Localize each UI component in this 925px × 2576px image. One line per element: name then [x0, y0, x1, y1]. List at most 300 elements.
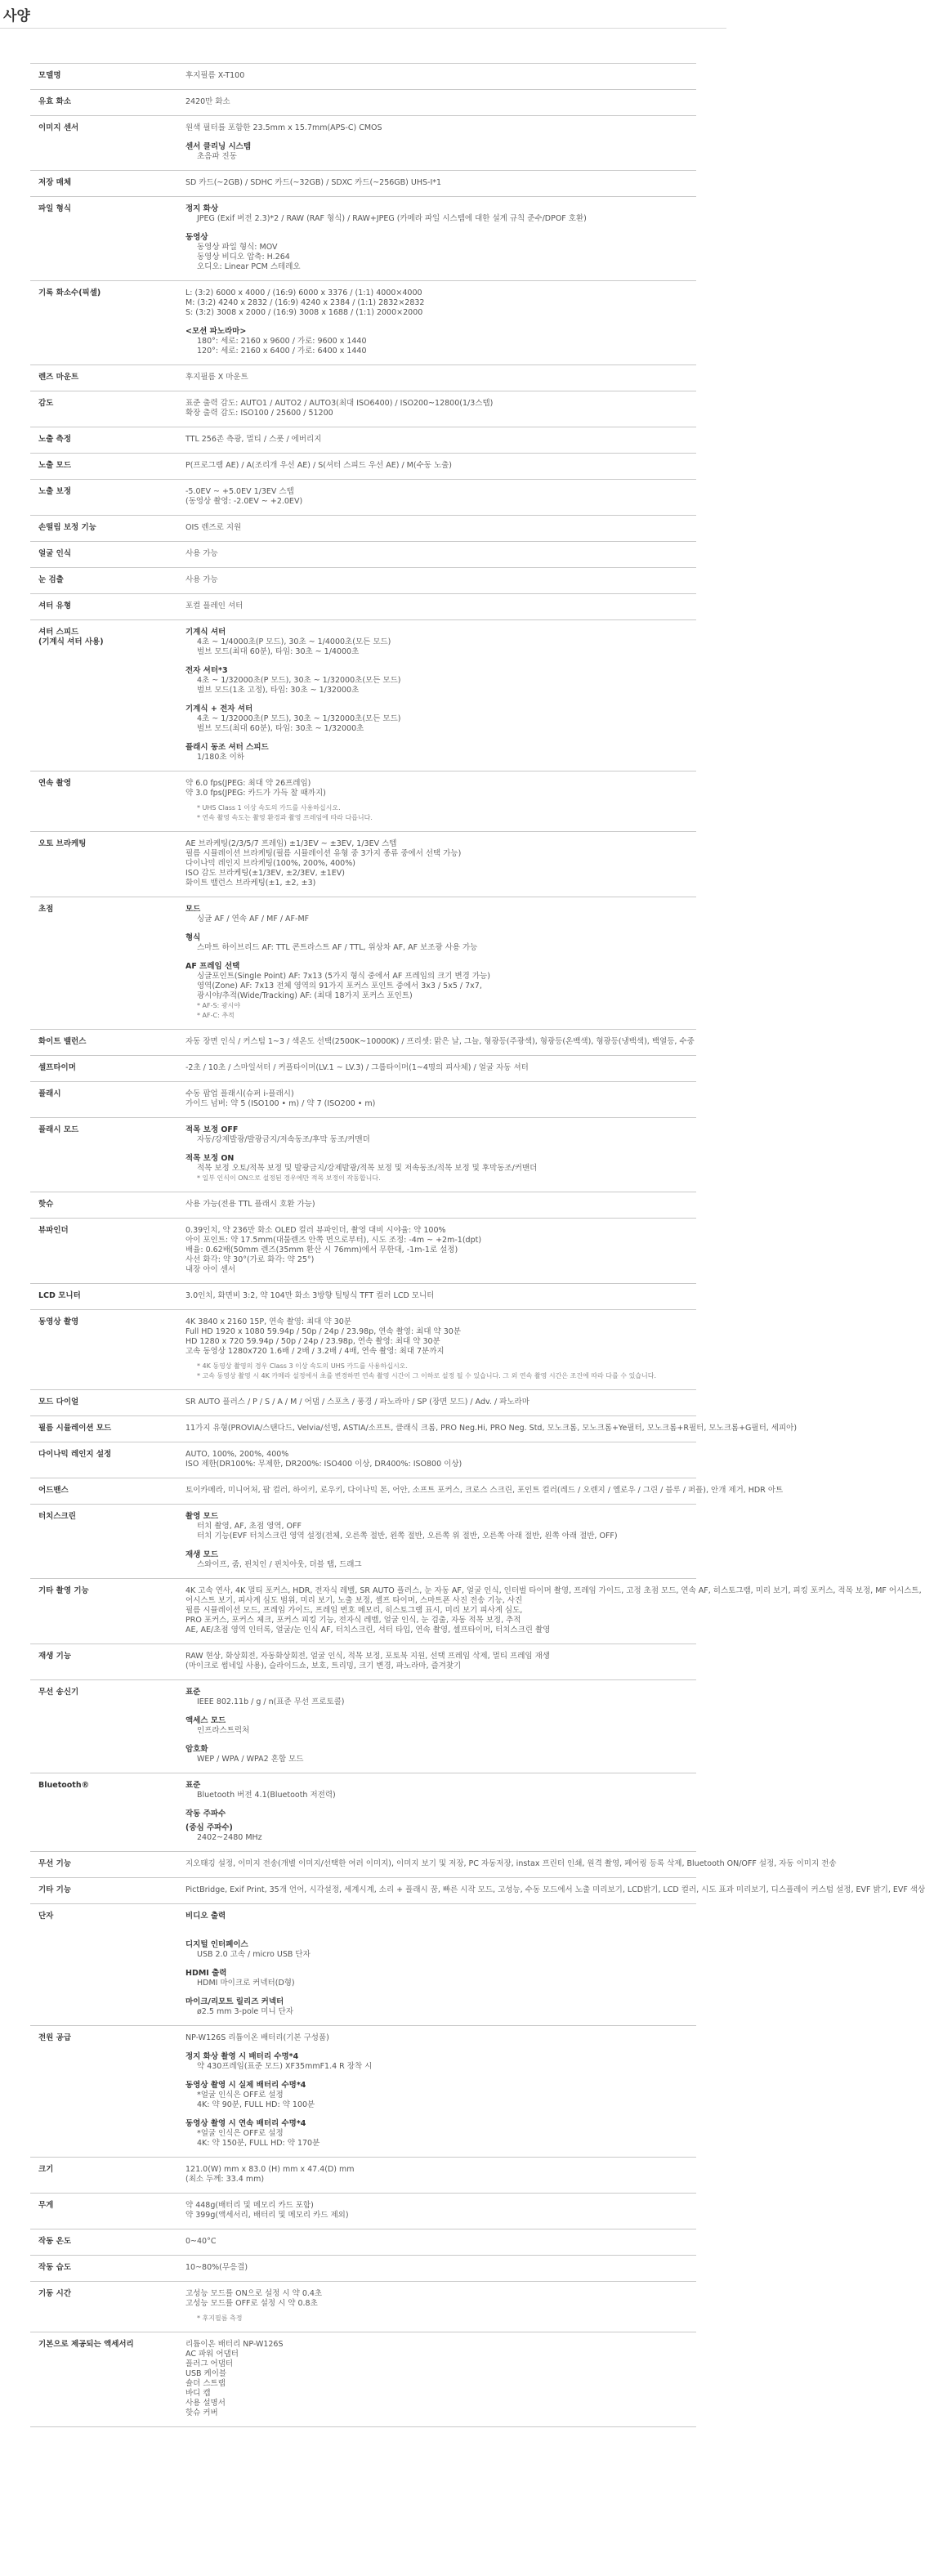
spec-footnote: * AF-S: 광시야	[197, 1002, 241, 1009]
spec-row	[30, 116, 696, 171]
spacer	[185, 953, 696, 958]
spec-subheading: 촬영 모드	[185, 1512, 219, 1521]
spec-subheading: 동영상 촬영 시 연속 배터리 수명*4	[185, 2119, 306, 2128]
spec-label	[30, 1030, 185, 1056]
spec-value-line: Full HD 1920 x 1080 59.94p / 50p / 24p / 23.98p, 연속 촬영: 최대 약 30분	[185, 1327, 462, 1336]
spec-value	[185, 1219, 696, 1284]
spec-value	[185, 620, 696, 771]
spec-label	[30, 281, 185, 365]
spec-label-text: 필름 시뮬레이션 모드	[38, 1424, 112, 1433]
spec-sub-line: 180°: 세로: 2160 x 9600 / 가로: 9600 x 1440	[197, 337, 367, 346]
spec-label	[30, 1644, 185, 1680]
spec-value-line: 플러그 어댑터	[185, 2359, 234, 2368]
spec-subheading: (중심 주파수)	[185, 1823, 233, 1832]
spec-label	[30, 1219, 185, 1284]
spec-row	[30, 281, 696, 365]
header-divider	[0, 28, 726, 29]
spec-value-line: 고속 동영상 1280x720 1.6배 / 2배 / 3.2배 / 4배, 연속 촬영: 최대 7분까지	[185, 1347, 445, 1356]
spec-label-text: 어드밴스	[38, 1486, 69, 1495]
spec-subheading: 적목 보정 OFF	[185, 1125, 239, 1134]
spec-row	[30, 1579, 696, 1644]
spec-row	[30, 771, 696, 832]
spec-subheading: 디지털 인터페이스	[185, 1940, 248, 1949]
spacer	[185, 2043, 696, 2048]
spec-label-text: 초점	[38, 905, 54, 914]
spec-value-line: PRO 포커스, 포커스 체크, 포커스 피킹 기능, 전자식 레벨, 얼굴 인식, 눈 검출, 자동 적목 보정, 추적	[185, 1616, 521, 1625]
spec-row	[30, 1118, 696, 1192]
spec-value-line: 표준 출력 감도: AUTO1 / AUTO2 / AUTO3(최대 ISO6400) / ISO200~12800(1/3스텝)	[185, 399, 494, 408]
spec-value	[185, 2158, 696, 2194]
spec-label	[30, 391, 185, 427]
spec-label	[30, 480, 185, 516]
spec-value-line: 핫슈 커버	[185, 2408, 218, 2417]
spec-value-line: 배율: 0.62배(50mm 렌즈(35mm 환산 시 76mm)에서 무한대, -1m-1로 설정)	[185, 1246, 458, 1254]
spec-label-text: 연속 촬영	[38, 779, 72, 788]
spec-label	[30, 2256, 185, 2282]
spec-row	[30, 2194, 696, 2229]
spec-subheading: 표준	[185, 1781, 201, 1790]
spec-subheading: 적목 보정 ON	[185, 1154, 235, 1163]
spec-value-line: 필름 시뮬레이션 브라케팅(필름 시뮬레이션 유형 중 3가지 종류 중에서 선택 가능)	[185, 849, 462, 858]
spec-label	[30, 1680, 185, 1773]
spec-footnote: * 연속 촬영 속도는 촬영 환경과 촬영 프레임에 따라 다릅니다.	[197, 814, 373, 821]
spec-value	[185, 1192, 696, 1219]
spacer	[185, 1988, 696, 1993]
spec-label-text: 감도	[38, 399, 54, 408]
spacer	[185, 2072, 696, 2077]
spec-label	[30, 116, 185, 171]
spec-footnote: * UHS Class 1 이상 속도의 카드를 사용하십시오.	[197, 804, 341, 812]
spec-label-text: 터치스크린	[38, 1512, 76, 1521]
spec-value-line: 4K 3840 x 2160 15P, 연속 촬영: 최대 약 30분	[185, 1317, 351, 1326]
spec-label-text: 노출 측정	[38, 435, 72, 444]
spec-value	[185, 281, 696, 365]
spec-value-line: 11가지 유형(PROVIA/스탠다드, Velvia/선명, ASTIA/소프트, 클래식 크롬, PRO Neg.Hi, PRO Neg. Std, 모노크롬, 모노크롬+Ye필터, 모노크롬+R필터, 모노크롬+G필터, 세피아)	[185, 1424, 798, 1433]
spec-value-line: 사용 가능	[185, 549, 218, 558]
spec-value	[185, 1082, 696, 1118]
spec-footnote: * 일부 인식이 ON으로 설정된 경우에만 적목 보정이 작동합니다.	[197, 1174, 381, 1182]
spec-sub-line: 터치 촬영, AF, 초점 영역, OFF	[197, 1522, 302, 1531]
spec-row	[30, 594, 696, 620]
spec-value	[185, 832, 696, 897]
spec-value-line: 4K 고속 연사, 4K 멀티 포커스, HDR, 전자식 레벨, SR AUTO 플러스, 눈 자동 AF, 얼굴 인식, 인터벌 타이머 촬영, 프레임 가이드, 고정 초점 모드, 연속 AF, 히스토그램, 미리 보기, 피킹 포커스, 적목 보정, MF 어시스트,	[185, 1586, 922, 1595]
spec-value-line: SR AUTO 플러스 / P / S / A / M / 어댑 / 스포츠 / 풍경 / 파노라마 / SP (장면 모드) / Adv. / 파노라마	[185, 1398, 530, 1407]
spec-label-text: 기타 기능	[38, 1885, 72, 1894]
spec-value-line: 약 6.0 fps(JPEG: 최대 약 26프레임)	[185, 779, 311, 788]
spec-value-line: AE 브라케팅(2/3/5/7 프레임) ±1/3EV ~ ±3EV, 1/3EV 스텝	[185, 839, 397, 848]
spec-value	[185, 171, 696, 197]
spec-subheading: 동영상 촬영 시 실제 배터리 수명*4	[185, 2081, 306, 2090]
spec-value-line: OIS 렌즈로 지원	[185, 523, 242, 532]
spec-table	[30, 63, 925, 2427]
spec-row	[30, 1310, 696, 1390]
spec-value-line: (마이크로 썸네일 사용), 슬라이드쇼, 보호, 트리밍, 크기 변경, 파노라마, 즐겨찾기	[185, 1661, 462, 1670]
spacer	[185, 1541, 696, 1546]
spec-value-line: 리튬이온 배터리 NP-W126S	[185, 2340, 284, 2349]
spec-subheading: 전자 셔터*3	[185, 666, 228, 675]
spec-sub-line: 광시야/추적(Wide/Tracking) AF: (최대 18가지 포커스 포인트)	[197, 991, 413, 1000]
spec-label-text: 기타 촬영 기능	[38, 1586, 89, 1595]
spec-row	[30, 1680, 696, 1773]
spec-subheading: 센서 클리닝 시스템	[185, 142, 252, 151]
spec-label	[30, 1118, 185, 1192]
spec-row	[30, 197, 696, 281]
spec-value	[185, 2026, 696, 2158]
spec-value	[185, 454, 696, 480]
spec-value-line: 고성능 모드를 OFF로 설정 시 약 0.8초	[185, 2299, 318, 2308]
spec-label-text: 작동 온도	[38, 2237, 72, 2246]
spec-row	[30, 1082, 696, 1118]
spacer	[185, 924, 696, 929]
spec-label	[30, 1904, 185, 2026]
spec-row	[30, 64, 696, 90]
spec-label	[30, 2026, 185, 2158]
spec-row	[30, 2256, 696, 2282]
spec-label-text: 노출 모드	[38, 461, 72, 470]
spec-label-text: 무선 송신기	[38, 1688, 79, 1697]
spec-row	[30, 427, 696, 454]
spec-value	[185, 1680, 696, 1773]
spec-label-text: 핫슈	[38, 1200, 54, 1209]
spec-value-line: 0.39인치, 약 236만 화소 OLED 컬러 뷰파인더, 촬영 대비 시야율: 약 100%	[185, 1226, 446, 1235]
spec-subheading: 모드	[185, 905, 201, 914]
spec-value	[185, 2282, 696, 2332]
spec-value-line: 121.0(W) mm x 83.0 (H) mm x 47.4(D) mm	[185, 2165, 355, 2174]
spec-value-line: 어시스트 보기, 피사계 심도 범위, 미리 보기, 노출 보정, 셀프 타이머, 스마트폰 사진 전송 기능, 사진	[185, 1596, 523, 1605]
spec-sub-line: 적목 보정 오토/적목 보정 및 발광금지/강제발광/적목 보정 및 저속동조/적목 보정 및 후막동조/커맨더	[197, 1164, 538, 1173]
spec-subheading: 암호화	[185, 1745, 208, 1754]
spec-label	[30, 897, 185, 1030]
spec-label-text: 얼굴 인식	[38, 549, 72, 558]
spec-value	[185, 64, 696, 90]
spec-label	[30, 568, 185, 594]
spec-sub-line: JPEG (Exif 버전 2.3)*2 / RAW (RAF 형식) / RAW+JPEG (카메라 파일 시스템에 대한 설계 규칙 준수/DPOF 호환)	[197, 214, 587, 223]
spec-value	[185, 2194, 696, 2229]
spec-label	[30, 1056, 185, 1082]
spec-sub-line: WEP / WPA / WPA2 혼합 모드	[197, 1755, 304, 1764]
spec-label	[30, 1579, 185, 1644]
spec-label-text: 셀프타이머	[38, 1063, 76, 1072]
spec-value-line: 숄더 스트랩	[185, 2379, 226, 2388]
spec-value-line: 다이나믹 레인지 브라케팅(100%, 200%, 400%)	[185, 859, 355, 868]
spec-value	[185, 594, 696, 620]
spec-value-line: RAW 현상, 화상회전, 자동화상회전, 얼굴 인식, 적목 보정, 포토북 지원, 선택 프레임 삭제, 멀티 프레임 재생	[185, 1652, 550, 1661]
spec-label-text: 동영상 촬영	[38, 1317, 79, 1326]
spec-sub-line: 2402~2480 MHz	[197, 1833, 262, 1842]
spec-subheading: 기계식 + 전자 셔터	[185, 704, 253, 713]
spec-row	[30, 1442, 696, 1478]
spec-value-line: 사선 화각: 약 30°(가로 화각: 약 25°)	[185, 1255, 315, 1264]
spec-value-line: AC 파워 어댑터	[185, 2350, 239, 2359]
spec-label	[30, 2229, 185, 2256]
spec-footnote: * 후지필름 측정	[197, 2314, 243, 2322]
spec-sub-line: USB 2.0 고속 / micro USB 단자	[197, 1950, 311, 1959]
spec-value	[185, 197, 696, 281]
spec-row	[30, 1056, 696, 1082]
spec-sub-line: 4초 ~ 1/4000초(P 모드), 30초 ~ 1/4000초(모든 모드)	[197, 637, 391, 646]
spec-subheading: 표준	[185, 1688, 201, 1697]
spec-value	[185, 1056, 696, 1082]
spec-row	[30, 1505, 696, 1579]
spec-value-line: ISO 제한(DR100%: 무제한, DR200%: ISO400 이상, DR400%: ISO800 이상)	[185, 1460, 462, 1469]
spec-row	[30, 1284, 696, 1310]
spec-value-line: 사용 가능	[185, 575, 218, 584]
spec-label	[30, 1878, 185, 1904]
spec-row	[30, 1219, 696, 1284]
spec-value-line: -5.0EV ~ +5.0EV 1/3EV 스텝	[185, 487, 294, 496]
spec-label	[30, 1478, 185, 1505]
spec-sub-line: 4K: 약 90분, FULL HD: 약 100분	[197, 2100, 315, 2109]
spec-value-line: 10~80%(무응결)	[185, 2263, 248, 2272]
spec-label-text: 전원 공급	[38, 2033, 72, 2042]
spec-subheading: 마이크/리모트 릴리즈 커넥터	[185, 1997, 284, 2006]
spec-label	[30, 771, 185, 832]
spacer	[185, 1960, 696, 1965]
spec-value-line: 바디 캡	[185, 2389, 211, 2398]
spec-sub-line: *얼굴 인식은 OFF로 설정	[197, 2129, 284, 2138]
spec-value-line: 원색 필터를 포함한 23.5mm x 15.7mm(APS-C) CMOS	[185, 123, 382, 132]
spec-value	[185, 480, 696, 516]
spec-value	[185, 1284, 696, 1310]
spec-sub-line: 영역(Zone) AF: 7x13 전체 영역의 91가지 포커스 포인트 중에서 3x3 / 5x5 / 7x7,	[197, 982, 482, 991]
spec-value	[185, 1904, 696, 2026]
spec-value	[185, 427, 696, 454]
spec-sub-line: ø2.5 mm 3-pole 미니 단자	[197, 2007, 294, 2016]
spec-subheading: 플래시 동조 셔터 스피드	[185, 743, 269, 752]
spec-label	[30, 594, 185, 620]
spec-value-line: PictBridge, Exif Print, 35개 언어, 시각설정, 세계시계, 소리 + 플래시 꿈, 빠른 시작 모드, 고성능, 수동 모드에서 노출 미리보기, LCD밝기, LCD 컬러, 시도 표과 미리보기, 디스플레이 커스텀 설정, EVF 밝기, EVF 색상	[185, 1885, 925, 1894]
spec-label	[30, 2158, 185, 2194]
page-title: 사양	[3, 8, 30, 25]
spec-sub-line: 오디오: Linear PCM 스테레오	[197, 262, 301, 271]
spec-value-line: L: (3:2) 6000 x 4000 / (16:9) 6000 x 3376 / (1:1) 4000×4000	[185, 288, 422, 297]
spec-label-text: 작동 습도	[38, 2263, 72, 2272]
spec-value	[185, 391, 696, 427]
spec-sub-line: 스와이프, 줌, 핀치인 / 핀치아웃, 더블 탭, 드래그	[197, 1560, 362, 1569]
spec-sub-line: 터치 기능(EVF 터치스크린 영역 설정(전체, 오른쪽 절반, 왼쪽 절반, 오른쪽 위 절반, 오른쪽 아래 절반, 왼쪽 아래 절반, OFF)	[197, 1532, 618, 1541]
spec-value	[185, 542, 696, 568]
spec-sub-line: *얼굴 인식은 OFF로 설정	[197, 2091, 284, 2100]
spec-label-text: 셔터 스피드	[38, 628, 79, 637]
spec-value-line: 포컬 플레인 셔터	[185, 602, 244, 610]
spec-sub-line: 1/180초 이하	[197, 753, 244, 762]
spec-value-line: 약 3.0 fps(JPEG: 카드가 가득 찰 때까지)	[185, 789, 326, 798]
spec-subheading: 작동 주파수	[185, 1809, 226, 1818]
spec-label-text: 화이트 밸런스	[38, 1037, 87, 1046]
spec-label	[30, 2194, 185, 2229]
spec-sub-line: 4초 ~ 1/32000초(P 모드), 30초 ~ 1/32000초(모든 모드)	[197, 676, 401, 685]
spec-value	[185, 1030, 696, 1056]
spec-row	[30, 90, 696, 116]
spec-label-text: 단자	[38, 1912, 54, 1921]
spec-value	[185, 568, 696, 594]
spec-subheading: 동영상	[185, 233, 208, 242]
spec-value-line: 2420만 화소	[185, 97, 230, 106]
spacer	[185, 224, 696, 229]
spec-value-line: 후지필름 X-T100	[185, 71, 245, 80]
spec-label	[30, 1082, 185, 1118]
spec-label	[30, 365, 185, 391]
spec-value-line: 약 399g(액세서리, 배터리 및 메모리 카드 제외)	[185, 2211, 349, 2220]
spec-value-line: (최소 두께: 33.4 mm)	[185, 2175, 265, 2184]
spec-value-line: SD 카드(~2GB) / SDHC 카드(~32GB) / SDXC 카드(~256GB) UHS-I*1	[185, 178, 442, 187]
spec-label-text: 뷰파인더	[38, 1226, 69, 1235]
spec-value	[185, 116, 696, 171]
spec-label-text: 유효 화소	[38, 97, 72, 106]
spec-label-text: 손떨림 보정 기능	[38, 523, 96, 532]
spec-footnote: * AF-C: 추적	[197, 1012, 235, 1019]
spec-row	[30, 2158, 696, 2194]
spec-value	[185, 1878, 925, 1904]
spec-value	[185, 1579, 922, 1644]
spec-value-line: -2초 / 10초 / 스마일셔터 / 커플타이머(LV.1 ~ LV.3) / 그룹타이머(1~4명의 피사체) / 얼굴 자동 셔터	[185, 1063, 529, 1072]
spec-label-text: 이미지 센서	[38, 123, 79, 132]
spec-label-text: 눈 검출	[38, 575, 64, 584]
spec-subheading: 형식	[185, 933, 201, 942]
spec-subheading: 정지 화상	[185, 204, 219, 213]
spec-label-text: 오토 브라케팅	[38, 839, 87, 848]
spacer	[185, 1736, 696, 1741]
spec-label-text: (기계식 셔터 사용)	[38, 637, 104, 646]
spec-row	[30, 1878, 696, 1904]
spec-row	[30, 542, 696, 568]
spec-row	[30, 2282, 696, 2332]
spec-row	[30, 1478, 696, 1505]
spec-label	[30, 1284, 185, 1310]
spacer	[185, 2110, 696, 2115]
spec-label	[30, 2332, 185, 2427]
spec-sub-line: 벌브 모드(최대 60분), 타임: 30초 ~ 1/4000초	[197, 647, 360, 656]
spec-value	[185, 897, 696, 1030]
spec-row	[30, 480, 696, 516]
spec-label	[30, 2282, 185, 2332]
spacer	[185, 318, 696, 323]
spec-label	[30, 1442, 185, 1478]
spacer	[185, 133, 696, 138]
spec-value-line: 고성능 모드를 ON으로 설정 시 약 0.4초	[185, 2289, 323, 2298]
spec-label-text: 렌즈 마운트	[38, 373, 79, 382]
spec-value-line: 토이카메라, 미니어처, 팝 컬러, 하이키, 로우키, 다이나믹 톤, 어안, 소프트 포커스, 크로스 스크린, 포인트 컬러(레드 / 오렌지 / 옐로우 / 그린 / 블루 / 퍼플), 안개 제거, HDR 아트	[185, 1486, 784, 1495]
spec-sub-line: 약 430프레임(표준 모드) XF35mmF1.4 R 장착 시	[197, 2062, 373, 2071]
spec-value	[185, 1773, 696, 1852]
spec-subheading: 정지 화상 촬영 시 배터리 수명*4	[185, 2052, 299, 2061]
spec-value-line: 지오태깅 설정, 이미지 전송(개별 이미지/선택한 여러 이미지), 이미지 보기 및 저장, PC 자동저장, instax 프린터 인쇄, 원격 촬영, 페어링 등록 삭제, Bluetooth ON/OFF 설정, 자동 이미지 전송	[185, 1859, 837, 1868]
spec-value-line: 0~40°C	[185, 2237, 217, 2246]
spec-label	[30, 171, 185, 197]
spec-sub-line: 초음파 진동	[197, 152, 237, 161]
spec-value	[185, 1478, 784, 1505]
spec-sub-line: 4K: 약 150분, FULL HD: 약 170분	[197, 2139, 320, 2148]
spec-row	[30, 1390, 696, 1416]
spec-value-line: 아이 포인트: 약 17.5mm(대물렌즈 안쪽 면으로부터), 시도 조정: -4m ~ +2m-1(dpt)	[185, 1236, 482, 1245]
spec-sub-line: 싱글포인트(Single Point) AF: 7x13 (5가지 형식 중에서 AF 프레임의 크기 변경 가능)	[197, 972, 490, 981]
spec-label-text: 기록 화소수(픽셀)	[38, 288, 101, 297]
spec-sub-line: 인프라스트럭처	[197, 1726, 250, 1735]
spec-label	[30, 832, 185, 897]
spec-value-line: P(프로그램 AE) / A(조리개 우선 AE) / S(셔터 스피드 우선 AE) / M(수동 노출)	[185, 461, 453, 470]
spec-label-text: 플래시 모드	[38, 1125, 79, 1134]
spec-value	[185, 90, 696, 116]
spec-row	[30, 897, 696, 1030]
spec-value-line: 후지필름 X 마운트	[185, 373, 248, 382]
spec-row	[30, 832, 696, 897]
spec-row	[30, 391, 696, 427]
spacer	[185, 1800, 696, 1805]
spec-label-text: 재생 기능	[38, 1652, 72, 1661]
spec-label	[30, 1505, 185, 1579]
spec-label	[30, 454, 185, 480]
spec-row	[30, 1852, 696, 1878]
spec-label	[30, 427, 185, 454]
page-header	[0, 0, 726, 28]
spec-sub-line: 동영상 비디오 압축: H.264	[197, 253, 290, 262]
spec-label	[30, 516, 185, 542]
spec-sub-line	[185, 1921, 696, 1931]
spec-subheading: AF 프레임 선택	[185, 962, 240, 971]
spec-sub-line: 동영상 파일 형식: MOV	[197, 243, 278, 252]
spec-value-line: (동영상 촬영: -2.0EV ~ +2.0EV)	[185, 497, 303, 506]
spacer	[185, 734, 696, 739]
spec-label	[30, 620, 185, 771]
spec-value	[185, 1390, 696, 1416]
spec-value	[185, 1416, 798, 1442]
spec-subheading: 비디오 출력	[185, 1912, 226, 1921]
spec-label	[30, 64, 185, 90]
spec-sub-line: 자동/강제발광/발광금지/저속동조/후막 동조/커맨더	[197, 1135, 370, 1144]
spec-label-text: 기동 시간	[38, 2289, 72, 2298]
spec-row	[30, 1644, 696, 1680]
spec-label	[30, 197, 185, 281]
spec-row	[30, 620, 696, 771]
spec-label-text: 다이나믹 레인지 설정	[38, 1450, 112, 1459]
spec-value-line: TTL 256존 측광, 멀티 / 스폿 / 에버리지	[185, 435, 322, 444]
spec-label-text: 모드 다이얼	[38, 1398, 79, 1407]
spec-value	[185, 516, 696, 542]
spec-value	[185, 365, 696, 391]
spec-value-line: 내장 아이 센서	[185, 1265, 236, 1274]
spec-sub-line: IEEE 802.11b / g / n(표준 무선 프로토콜)	[197, 1697, 345, 1706]
spec-value-line: 사용 설명서	[185, 2399, 226, 2408]
spec-row	[30, 454, 696, 480]
spec-sub-line: 4초 ~ 1/32000초(P 모드), 30초 ~ 1/32000초(모든 모드)	[197, 714, 401, 723]
spec-value-line: NP-W126S 리튬이온 배터리(기본 구성품)	[185, 2033, 329, 2042]
spec-label	[30, 1773, 185, 1852]
spacer	[185, 1707, 696, 1712]
spec-value-line: HD 1280 x 720 59.94p / 50p / 24p / 23.98p, 연속 촬영: 최대 약 30분	[185, 1337, 440, 1346]
spec-value	[185, 1644, 696, 1680]
spec-value-line: AUTO, 100%, 200%, 400%	[185, 1450, 289, 1459]
spec-value	[185, 1852, 837, 1878]
spec-label	[30, 1192, 185, 1219]
spec-value-line: M: (3:2) 4240 x 2832 / (16:9) 4240 x 2384 / (1:1) 2832×2832	[185, 298, 425, 307]
spec-value-line: 필름 시뮬레이션 모드, 프레임 가이드, 프레임 번호 메모리, 히스토그램 표시, 미리 보기 피사계 심도,	[185, 1606, 523, 1615]
spec-label	[30, 542, 185, 568]
spec-label-text: 크기	[38, 2165, 54, 2174]
spec-row	[30, 1416, 696, 1442]
spec-sub-line: 120°: 세로: 2160 x 6400 / 가로: 6400 x 1440	[197, 347, 367, 356]
spec-label-text: 플래시	[38, 1089, 61, 1098]
spec-label-text: 무게	[38, 2201, 54, 2210]
spec-value	[185, 1442, 696, 1478]
spec-sub-line: 벌브 모드(1초 고정), 타임: 30초 ~ 1/32000초	[197, 686, 360, 695]
spec-value	[185, 2229, 696, 2256]
spec-value-line: 사용 가능(전용 TTL 플래시 호환 가능)	[185, 1200, 315, 1209]
spec-row	[30, 2026, 696, 2158]
spec-sub-line: HDMI 마이크로 커넥터(D형)	[197, 1979, 295, 1988]
spec-row	[30, 171, 696, 197]
spec-footnote: * 고속 동영상 촬영 시 4K 카메라 설정에서 초를 변경하면 연속 촬영 시간이 그 이하로 설정 될 수 있습니다. 그 외 연속 촬영 시간은 조건에 따라 다를 수 있습니다.	[197, 1372, 657, 1380]
spec-value-line: 가이드 넘버: 약 5 (ISO100 • m) / 약 7 (ISO200 • m)	[185, 1099, 376, 1108]
